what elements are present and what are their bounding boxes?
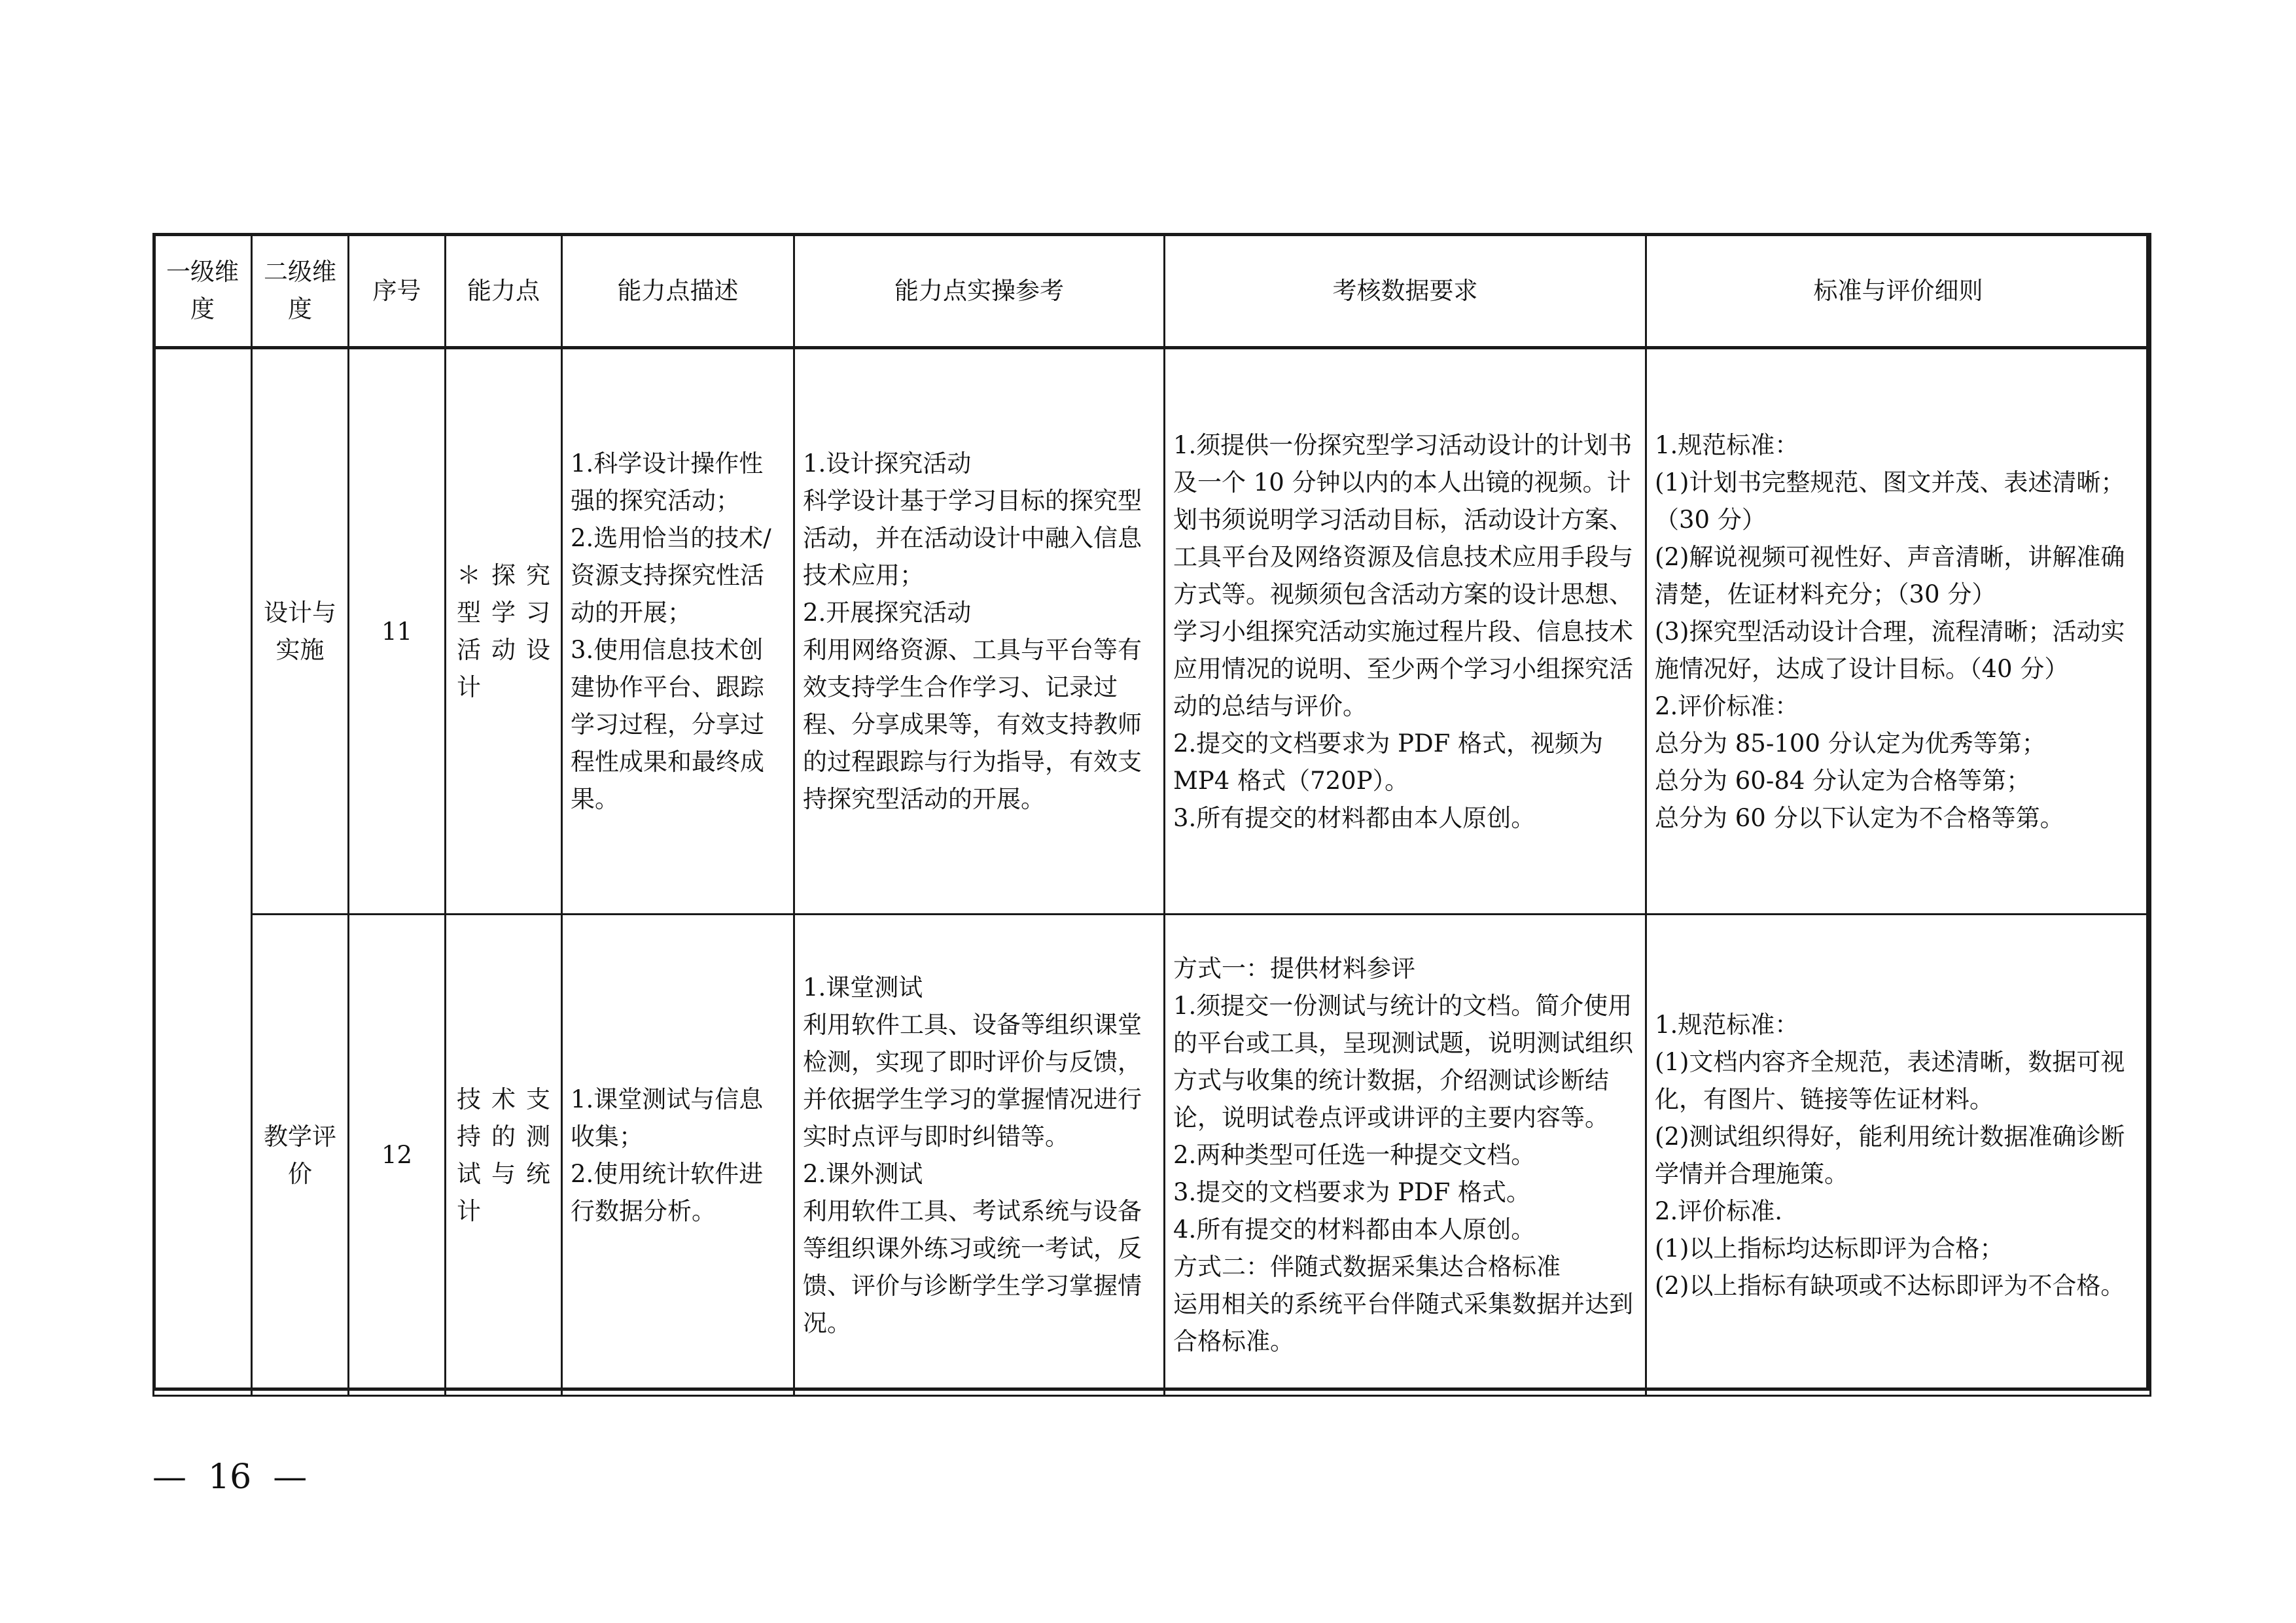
practice-line: 利用网络资源、工具与平台等有效支持学生合作学习、记录过程、分享成果等，有效支持教师的过程跟踪与行为指导，有效支持探究型活动的开展。: [803, 636, 1142, 813]
cell-level2: 设计与实施: [252, 348, 349, 915]
cell-data-requirements: [1165, 348, 1646, 915]
header-practice: 能力点实操参考: [794, 234, 1165, 348]
cell-number: 12: [349, 915, 446, 1396]
description-line: 2.选用恰当的技术/资源支持探究性活动的开展；: [571, 524, 771, 627]
header-description: 能力点描述: [562, 234, 794, 348]
requirement-line: 1.须提交一份测试与统计的文档。简介使用的平台或工具，呈现测试题，说明测试组织方式与收集的统计数据，介绍测试诊断结论，说明试卷点评或讲评的主要内容等。: [1173, 992, 1633, 1132]
cell-level1: [154, 348, 252, 1396]
criteria-line: 总分为 60 分以下认定为不合格等第。: [1655, 803, 2064, 832]
evaluation-table: [152, 233, 2151, 1397]
cell-criteria: [1646, 348, 2151, 915]
header-criteria: 标准与评价细则: [1646, 234, 2151, 348]
practice-line: 利用软件工具、考试系统与设备等组织课外练习或统一考试，反馈、评价与诊断学生学习掌握情况。: [803, 1196, 1142, 1337]
practice-line: 2.开展探究活动: [803, 599, 972, 627]
evaluation-table-container: [152, 233, 2151, 1397]
criteria-line: (1)以上指标均达标即评为合格；: [1655, 1234, 2004, 1263]
cell-data-requirements: [1165, 915, 1646, 1396]
requirement-line: 方式二：伴随式数据采集达合格标准: [1173, 1253, 1561, 1281]
header-number: 序号: [349, 234, 446, 348]
criteria-line: (3)探究型活动设计合理，流程清晰；活动实施情况好，达成了设计目标。（40 分）: [1655, 617, 2125, 683]
criteria-line: 1.规范标准：: [1655, 1010, 1799, 1039]
table-row: [154, 915, 2151, 1396]
requirement-line: 2.两种类型可任选一种提交文档。: [1173, 1141, 1536, 1169]
practice-line: 利用软件工具、设备等组织课堂检测，实现了即时评价与反馈，并依据学生学习的掌握情况进行实时点评与即时纠错等。: [803, 1010, 1142, 1151]
criteria-line: (1)文档内容齐全规范，表述清晰，数据可视化，有图片、链接等佐证材料。: [1655, 1047, 2125, 1113]
cell-number: 11: [349, 348, 446, 915]
cell-ability: 技术支持的测试与统计: [446, 915, 562, 1396]
description-line: 1.科学设计操作性强的探究活动；: [571, 449, 764, 515]
cell-description: [562, 348, 794, 915]
requirement-line: 2.提交的文档要求为 PDF 格式，视频为 MP4 格式（720P）。: [1173, 729, 1611, 795]
table-row: [154, 348, 2151, 915]
criteria-line: (2)解说视频可视性好、声音清晰，讲解准确清楚，佐证材料充分；（30 分）: [1655, 542, 2125, 608]
criteria-line: (2)测试组织得好，能利用统计数据准确诊断学情并合理施策。: [1655, 1122, 2125, 1188]
cell-description: [562, 915, 794, 1396]
table-header-row: [154, 234, 2151, 348]
practice-line: 1.设计探究活动: [803, 449, 972, 478]
requirement-line: 运用相关的系统平台伴随式采集数据并达到合格标准。: [1173, 1290, 1633, 1355]
practice-line: 科学设计基于学习目标的探究型活动，并在活动设计中融入信息技术应用；: [803, 487, 1142, 589]
requirement-line: 4.所有提交的材料都由本人原创。: [1173, 1215, 1536, 1244]
criteria-line: 1.规范标准：: [1655, 430, 1799, 459]
header-ability: 能力点: [446, 234, 562, 348]
criteria-line: (2)以上指标有缺项或不达标即评为不合格。: [1655, 1271, 2125, 1300]
criteria-line: 总分为 60-84 分认定为合格等第；: [1655, 766, 2031, 795]
header-level1: 一级维度: [154, 234, 252, 348]
practice-line: 2.课外测试: [803, 1159, 923, 1188]
description-line: 2.使用统计软件进行数据分析。: [571, 1159, 764, 1225]
cell-level2: 教学评价: [252, 915, 349, 1396]
description-line: 1.课堂测试与信息收集；: [571, 1085, 764, 1151]
requirement-line: 方式一：提供材料参评: [1173, 954, 1415, 983]
cell-practice: [794, 915, 1165, 1396]
criteria-line: 总分为 85-100 分认定为优秀等第；: [1655, 729, 2046, 758]
requirement-line: 1.须提供一份探究型学习活动设计的计划书及一个 10 分钟以内的本人出镜的视频。计划书须说明学习活动目标，活动设计方案、工具平台及网络资源及信息技术应用手段与方式等。视频须包含活动方案的设计思想、学习小组探究活动实施过程片段、信息技术应用情况的说明、至少两个学习小组探究活动的总结与评价。: [1173, 430, 1633, 720]
cell-practice: [794, 348, 1165, 915]
criteria-line: 2.评价标准：: [1655, 691, 1799, 720]
page-number: — 16 —: [152, 1457, 308, 1497]
cell-criteria: [1646, 915, 2151, 1396]
criteria-line: 2.评价标准.: [1655, 1196, 1783, 1225]
header-level2: 二级维度: [252, 234, 349, 348]
requirement-line: 3.提交的文档要求为 PDF 格式。: [1173, 1178, 1531, 1206]
practice-line: 1.课堂测试: [803, 973, 923, 1002]
requirement-line: 3.所有提交的材料都由本人原创。: [1173, 803, 1536, 832]
cell-ability: ＊探究型学习活动设计: [446, 348, 562, 915]
header-data-requirements: 考核数据要求: [1165, 234, 1646, 348]
description-line: 3.使用信息技术创建协作平台、跟踪学习过程，分享过程性成果和最终成果。: [571, 636, 764, 813]
criteria-line: (1)计划书完整规范、图文并茂、表述清晰；（30 分）: [1655, 468, 2125, 534]
